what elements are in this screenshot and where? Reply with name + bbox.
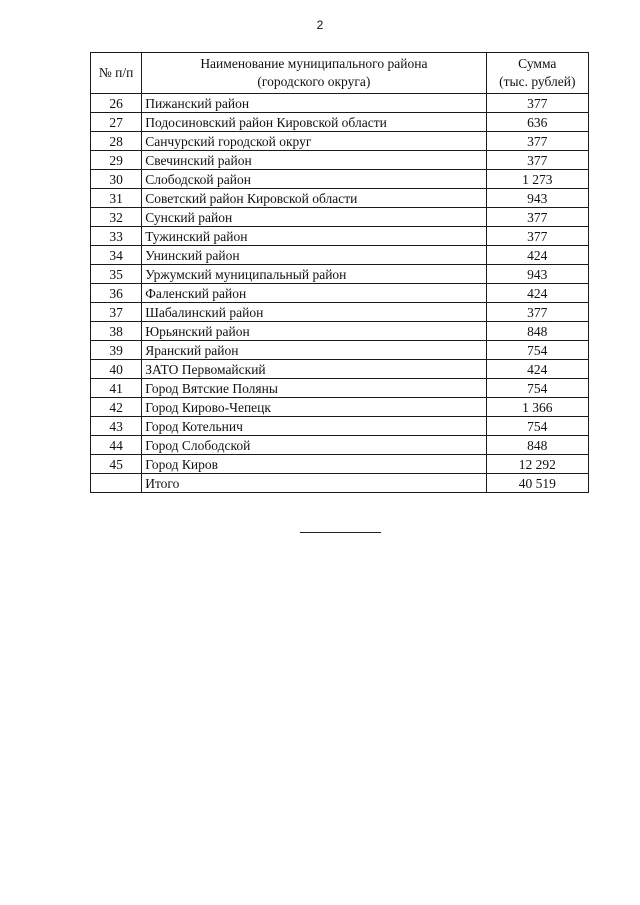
row-sum: 424 [486,246,588,265]
row-num: 28 [91,132,142,151]
row-num: 38 [91,322,142,341]
row-sum: 943 [486,189,588,208]
table-row [91,322,589,341]
table-row [91,341,589,360]
row-num: 35 [91,265,142,284]
table-body [91,94,589,493]
table-row [91,436,589,455]
table-row [91,208,589,227]
row-num: 34 [91,246,142,265]
row-num: 39 [91,341,142,360]
header-num: № п/п [91,53,142,94]
table-row [91,132,589,151]
row-name: Уржумский муниципальный район [142,265,486,284]
row-num: 42 [91,398,142,417]
row-name: Шабалинский район [142,303,486,322]
total-sum: 40 519 [486,474,588,493]
row-sum: 754 [486,379,588,398]
table-row [91,379,589,398]
row-sum: 424 [486,284,588,303]
row-name: Город Вятские Поляны [142,379,486,398]
row-name: Город Котельнич [142,417,486,436]
row-name: Слободской район [142,170,486,189]
row-name: Свечинский район [142,151,486,170]
row-num: 44 [91,436,142,455]
table-row [91,151,589,170]
total-num [91,474,142,493]
header-sum [486,53,588,94]
row-sum: 377 [486,208,588,227]
table-row [91,284,589,303]
row-num: 29 [91,151,142,170]
table-row [91,113,589,132]
row-sum: 377 [486,132,588,151]
header-name-line2: (городского округа) [257,74,371,89]
table-row [91,455,589,474]
header-sum-line1: Сумма [518,56,557,71]
row-num: 45 [91,455,142,474]
table-row [91,246,589,265]
row-name: Город Слободской [142,436,486,455]
row-num: 41 [91,379,142,398]
row-sum: 848 [486,436,588,455]
row-name: Тужинский район [142,227,486,246]
row-num: 27 [91,113,142,132]
table-row [91,189,589,208]
row-sum: 848 [486,322,588,341]
row-num: 31 [91,189,142,208]
row-sum: 1 273 [486,170,588,189]
table-row [91,360,589,379]
table-row [91,417,589,436]
row-name: Юрьянский район [142,322,486,341]
row-sum: 377 [486,94,588,113]
row-num: 33 [91,227,142,246]
row-name: Пижанский район [142,94,486,113]
header-name-line1: Наименование муниципального района [200,56,428,71]
row-name: Город Киров [142,455,486,474]
table-row [91,94,589,113]
row-name: Город Кирово-Чепецк [142,398,486,417]
row-sum: 424 [486,360,588,379]
end-divider [300,532,381,533]
row-num: 36 [91,284,142,303]
row-num: 32 [91,208,142,227]
row-name: Подосиновский район Кировской области [142,113,486,132]
row-num: 40 [91,360,142,379]
table-row [91,265,589,284]
table-header-row [91,53,589,94]
table-row [91,170,589,189]
row-name: Яранский район [142,341,486,360]
row-num: 37 [91,303,142,322]
header-name [142,53,486,94]
table-row [91,227,589,246]
row-sum: 1 366 [486,398,588,417]
allocation-table [90,52,589,493]
row-sum: 754 [486,417,588,436]
row-sum: 754 [486,341,588,360]
row-name: Санчурский городской округ [142,132,486,151]
header-sum-line2: (тыс. рублей) [499,74,576,89]
row-sum: 377 [486,151,588,170]
row-name: Сунский район [142,208,486,227]
row-sum: 377 [486,303,588,322]
row-name: ЗАТО Первомайский [142,360,486,379]
page-number: 2 [316,18,324,32]
row-sum: 636 [486,113,588,132]
table-row [91,303,589,322]
row-sum: 377 [486,227,588,246]
row-name: Советский район Кировской области [142,189,486,208]
row-sum: 12 292 [486,455,588,474]
total-label: Итого [142,474,486,493]
row-sum: 943 [486,265,588,284]
row-num: 43 [91,417,142,436]
total-row [91,474,589,493]
row-num: 30 [91,170,142,189]
table-row [91,398,589,417]
row-name: Фаленский район [142,284,486,303]
row-name: Унинский район [142,246,486,265]
row-num: 26 [91,94,142,113]
